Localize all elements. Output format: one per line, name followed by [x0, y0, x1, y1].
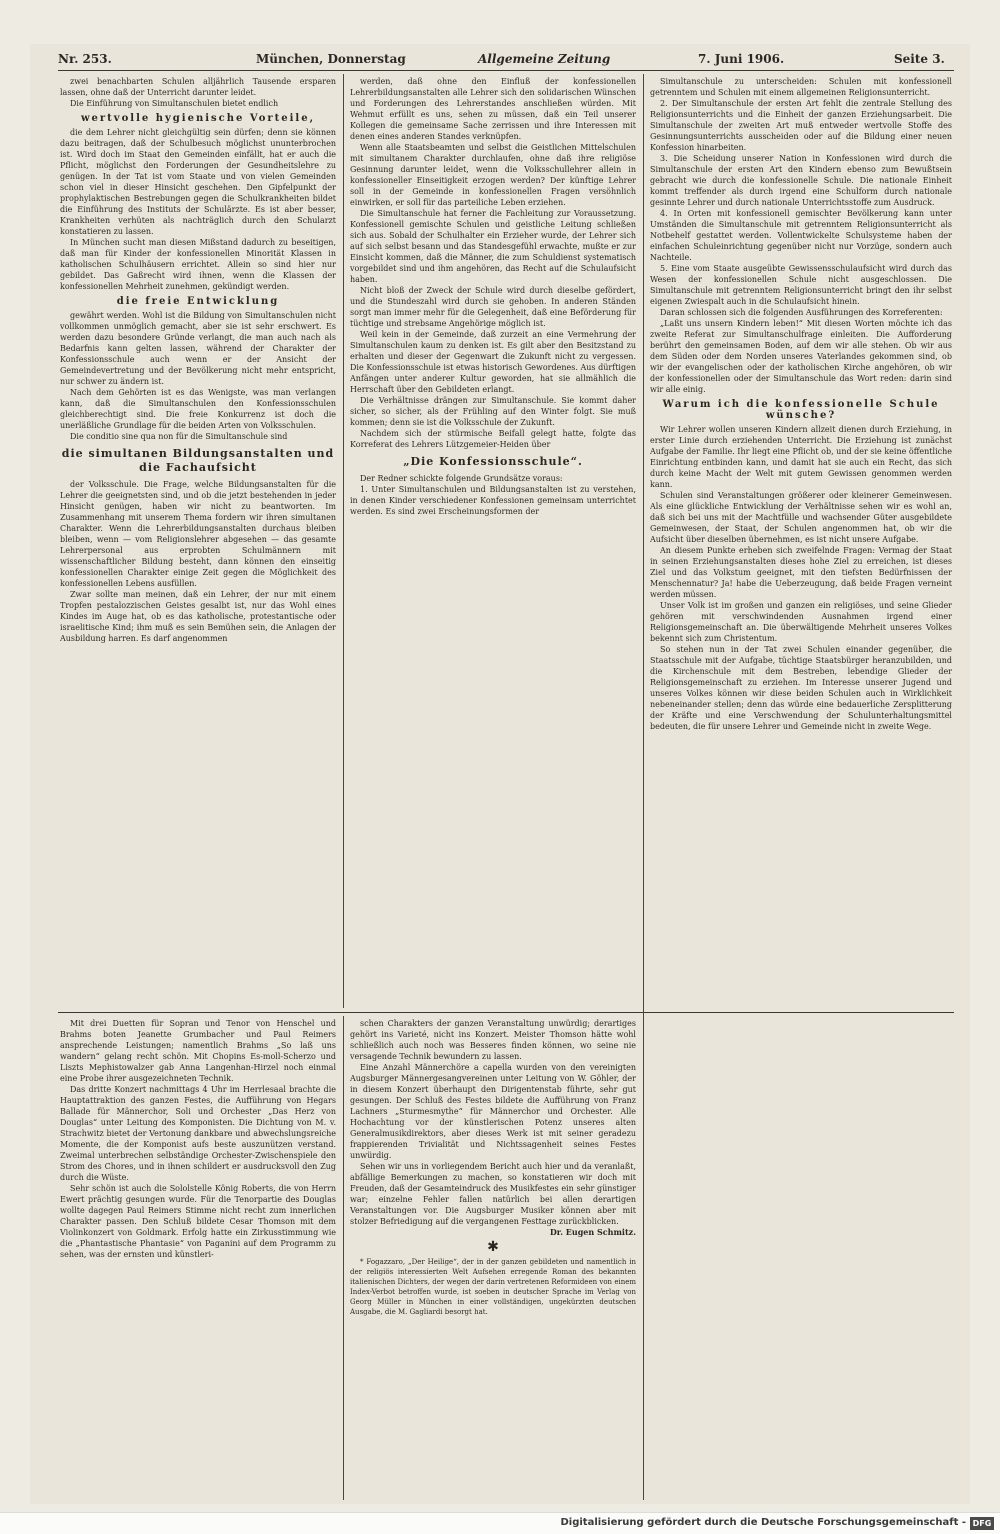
section-heading: Warum ich die konfessionelle Schule wünsche?: [662, 399, 940, 421]
paragraph: Eine Anzahl Männerchöre a capella wurden von den vereinigten Augsburger Männergesangvereinen unter Leitung von W. Göhler, der in diesem Konzert überhaupt den Dirigentenstab führte, sehr gut gesungen. Der Schluß des Festes bildete die Aufführung von Franz Lachners „Sturmesmythe“ für Männerchor und Orchester. Alle Hochachtung vor der künstlerischen Potenz unseres alten Generalmusikdirektors, aber dieses Werk ist mit seiner geradezu frappierenden Trivialität und Nichtssagenheit seines Festes unwürdig.: [350, 1063, 636, 1160]
paragraph: Der Redner schickte folgende Grundsätze voraus:: [360, 474, 563, 483]
issue-date: 7. Juni 1906.: [698, 52, 785, 66]
column-rule: [343, 74, 344, 1008]
paragraph: die dem Lehrer nicht gleichgültig sein dürfen; denn sie können dazu beitragen, daß der Schulbesuch möglichst ununterbrochen ist. Wird doch im Staat den Gemeinden einfällt, hat er auch die Pflicht, möglichst den Forderungen der Gesundheitslehre zu genügen. In der Tat ist vom Staate und von vielen Gemeinden schon viel in dieser Hinsicht geschehen. Den Gipfelpunkt der prophylaktischen Bestrebungen gegen die Schulkrankheiten bildet die Einführung des Instituts der Schulärzte. Es ist aber besser, Krankheiten verhüten als nachträglich durch den Schularzt konstatieren zu lassen.: [60, 128, 336, 236]
paragraph: An diesem Punkte erheben sich zweifelnde Fragen: Vermag der Staat in seinen Erziehungsanstalten dieses hohe Ziel zu erreichen, ist dieses Ziel und das Volkstum geeignet, mit den tiefsten Bedürfnissen der Menschennatur? Ja! habe die Ueberzeugung, daß beide Fragen verneint werden müssen.: [650, 546, 952, 599]
paragraph: Unser Volk ist im großen und ganzen ein religiöses, und seine Glieder gehören mit verschwindenden Ausnahmen irgend einer Religionsgemeinschaft an. Die überwältigende Mehrheit unseres Volkes bekennt sich zum Christentum.: [650, 601, 952, 643]
newspaper-title: Allgemeine Zeitung: [478, 52, 611, 66]
paragraph: Das dritte Konzert nachmittags 4 Uhr im Herrlesaal brachte die Hauptattraktion des ganzen Festes, die Aufführung von Hegars Ballade für Männerchor, Soli und Orchester „Das Herz von Douglas“ unter Leitung des Komponisten. Die Dichtung von M. v. Strachwitz bietet der Vertonung dankbare und abwechslungsreiche Momente, die der Komponist aufs beste auszunützen verstand. Zweimal unterbrechen selbständige Orchester-Zwischenspiele den Strom des Chores, und in ihnen schildert er ausdrucksvoll den Zug durch die Wüste.: [60, 1085, 336, 1182]
paragraph: schen Charakters der ganzen Veranstaltung unwürdig; derartiges gehört ins Varieté, nicht ins Konzert. Meister Thomson hätte wohl schließlich auch noch was Besseres finden können, wo seine nie versagende Technik bewundern zu lassen.: [350, 1019, 636, 1061]
paragraph: gewährt werden. Wohl ist die Bildung von Simultanschulen nicht vollkommen unmöglich gemacht, aber sie ist sehr erschwert. Es werden dazu besondere Gründe verlangt, die man auch nach als Bedarfnis kann gelten lassen, während der Charakter der Konfessionsschule auch wenn er der Ansicht der Gemeindevertretung und der Bevölkerung nicht mehr entspricht, nur schwer zu ändern ist.: [60, 311, 336, 386]
author-signature: Dr. Eugen Schmitz.: [549, 1227, 636, 1237]
paragraph: Sehr schön ist auch die Sololstelle König Roberts, die von Herrn Ewert prächtig gesungen wurde. Für die Tenorpartie des Douglas wollte dagegen Paul Reimers Stimme nicht recht zum innerlichen Charakter passen. Den Schluß bildete Cesar Thomson mit dem Violinkonzert von Goldmark. Erfolg hatte ein Zirkusstimmung wie die „Phantastische Phantasie“ von Paganini auf dem Programm zu sehen, was der ernsten und künstleri-: [60, 1184, 336, 1259]
digitization-footer: [0, 1512, 1000, 1534]
paragraph: 4. In Orten mit konfessionell gemischter Bevölkerung kann unter Umständen die Simultanschule mit getrenntem Religionsunterricht als Notbehelf gestattet werden. Vollentwickelte Schulsysteme haben der einfachen Schuleinrichtung gegenüber nicht nur Vorzüge, sondern auch Nachteile.: [650, 209, 952, 262]
article-column-3: [650, 76, 952, 1500]
paragraph: 2. Der Simultanschule der ersten Art fehlt die zentrale Stellung des Religionsunterrichts und die Einheit der ganzen Erziehungsarbeit. Die Simultanschule der zweiten Art muß entweder wertvolle Stoffe des Gesinnungsunterrichts ausscheiden oder auf die Bildung einer neuen Konfession hinarbeiten.: [650, 99, 952, 152]
paragraph: der Volksschule. Die Frage, welche Bildungsanstalten für die Lehrer die geeignetsten sind, und ob die jetzt bestehenden in jeder Hinsicht genügen, haben wir nicht zu beantworten. Im Zusammenhang mit unserem Thema fordern wir ihren simultanen Charakter. Wenn die Lehrerbildungsanstalten durchaus bleiben bleiben, wenn — vom Religionslehrer abgesehen — das gesamte Lehrerpersonal aus erprobten Schulmännern mit wissenschaftlicher Bildung besteht, dann können den einseitig konfessionellen Charakter einige Zeit gegen die Möglichkeit des konfessionellen Lebens ausfüllen.: [60, 480, 336, 588]
paragraph: 5. Eine vom Staate ausgeübte Gewissensschulaufsicht wird durch das Wesen der konfessionellen Schule nicht ausgeschlossen. Die Simultanschule mit getrenntem Religionsunterricht bringt den ihr selbst eigenen Zwiespalt auch in die Schulaufsicht hinein.: [650, 264, 952, 306]
paragraph: Zwar sollte man meinen, daß ein Lehrer, der nur mit einem Tropfen pestalozzischen Geistes gesalbt ist, nur das Wohl eines Kindes im Auge hat, ob es das katholische, protestantische oder israelitische Kind; ihm muß es sein Bemühen sein, die Anlagen der Ausbildung harren. Es darf angenommen: [60, 590, 336, 643]
paragraph: Wenn alle Staatsbeamten und selbst die Geistlichen Mittelschulen mit simultanem Charakter durchlaufen, ohne daß ihre religiöse Gesinnung darunter leidet, wenn die Volksschullehrer allein in konfessioneller Einseitigkeit erzogen werden? Der künftige Lehrer soll in der Gemeinde in konfessionellen Fragen versöhnlich einwirken, er soll für das parteiliche Leben erziehen.: [350, 143, 636, 207]
paragraph: Die Verhältnisse drängen zur Simultanschule. Sie kommt daher sicher, so sicher, als der Frühling auf den Winter folgt. Sie muß kommen; denn sie ist die Volksschule der Zukunft.: [350, 396, 636, 427]
funding-credit: Digitalisierung gefördert durch die Deutsche Forschungsgemeinschaft -: [560, 1517, 966, 1528]
paragraph: Die conditio sine qua non für die Simultanschule sind: [70, 432, 288, 441]
paragraph: Schulen sind Veranstaltungen größerer oder kleinerer Gemeinwesen. Als eine glückliche Entwicklung der Verhältnisse sehen wir es wohl an, daß sich bei uns mit der Machtfülle und wachsender Güter ausgebildete Gemeinwesen, der Staat, der Schulen angenommen hat, ob wir die Aufsicht über dieselben übernehmen, es ist nicht unsere Aufgabe.: [650, 491, 952, 544]
dfg-logo: DFG: [970, 1517, 994, 1530]
paragraph: In München sucht man diesen Mißstand dadurch zu beseitigen, daß man für Kinder der konfessionellen Minorität Klassen in katholischen Schulhäusern errichtet. Allein so sind hier nur gebildet. Das Gaßrecht wird ihnen, wenn die Klassen der konfessionellen Mehrheit zunehmen, gekündigt werden.: [60, 238, 336, 291]
paragraph: Die Einführung von Simultanschulen bietet endlich: [70, 99, 279, 108]
paragraph: 3. Die Scheidung unserer Nation in Konfessionen wird durch die Simultanschule der ersten Art den Kindern ebenso zum Bewußtsein gebracht wie durch die konfessionelle Schule. Die nationale Einheit kommt treffender als durch irgend eine Schulform durch nationale gesinnte Lehrer und durch nationale Unterrichtsstoffe zum Ausdruck.: [650, 154, 952, 207]
article-column-1: [60, 76, 336, 1006]
section-heading: „Die Konfessionsschule“.: [403, 455, 583, 468]
paragraph: 1. Unter Simultanschulen und Bildungsanstalten ist zu verstehen, in denen Kinder verschiedener Konfessionen gemeinsam unterrichtet werden. Es sind zwei Erscheinungsformen der: [350, 485, 636, 516]
paragraph: Mit drei Duetten für Sopran und Tenor von Henschel und Brahms boten Jeanette Grumbacher und Paul Reimers ansprechende Leistungen; namentlich Brahms „So laß uns wandern“ gelang recht schön. Mit Chopins Es-moll-Scherzo und Liszts Mephistowalzer gab Anna Langenhan-Hirzel noch einmal eine Probe ihrer ausgezeichneten Technik.: [60, 1019, 336, 1083]
paragraph: Daran schlossen sich die folgenden Ausführungen des Korreferenten:: [660, 308, 943, 317]
paragraph: So stehen nun in der Tat zwei Schulen einander gegenüber, die Staatsschule mit der Aufgabe, tüchtige Staatsbürger heranzubilden, und die Kirchenschule mit dem Bestreben, lebendige Glieder der Religionsgemeinschaft zu erziehen. Im Interesse unserer Jugend und unseres Volkes können wir diese beiden Schulen auch in Wirklichkeit nebeneinander stellen; denn das würde eine bedauerliche Zersplitterung der Kräfte und eine Verschwendung der Schulunterhaltungsmittel bedeuten, die für unsere Lehrer und Gemeinde nicht in zweite Wege.: [650, 645, 952, 731]
paragraph: zwei benachbarten Schulen alljährlich Tausende ersparen lassen, ohne daß der Unterricht darunter leidet.: [60, 77, 336, 97]
page-header: [58, 52, 954, 70]
section-heading: wertvolle hygienische Vorteile,: [80, 113, 316, 124]
paragraph: Weil kein in der Gemeinde, daß zurzeit an eine Vermehrung der Simultanschulen kaum zu denken ist. Es gilt aber den Besitzstand zu erhalten und dieser der Gegenwart die Zukunft nicht zu vergessen. Die Konfessionsschule ist etwas historisch Gewordenes. Aus dürftigen Anfängen unter anderer Kultur geworden, hat sie allmählich die Herrschaft über den Gebildeten erlangt.: [350, 330, 636, 394]
paragraph: Nach dem Gehörten ist es das Wenigste, was man verlangen kann, daß die Simultanschulen den Konfessionsschulen gleichberechtigt sind. Die freie Konkurrenz ist doch die unerläßliche Grundlage für die beiden Arten von Volksschulen.: [60, 388, 336, 430]
paragraph: Sehen wir uns in vorliegendem Bericht auch hier und da veranlaßt, abfällige Bemerkungen zu machen, so konstatieren wir doch mit Freuden, daß der Gesamteindruck des Musikfestes ein sehr günstiger war; einzelne Fehler fallen natürlich bei allen derartigen Veranstaltungen vor. Die Augsburger Musiker können aber mit stolzer Befriedigung auf die vergangenen Festtage zurückblicken.: [350, 1162, 636, 1226]
section-heading: die freie Entwicklung: [116, 296, 280, 307]
paragraph: Wir Lehrer wollen unseren Kindern allzeit dienen durch Erziehung, in erster Linie durch erziehenden Unterricht. Die Erziehung ist zunächst Aufgabe der Familie. Ihr liegt eine Pflicht ob, und der sie keine öffentliche Einrichtung entbinden kann, und damit hat sie auch ein Recht, das sich durch keine Macht der Welt mit gutem Gewissen genommen werden kann.: [650, 425, 952, 489]
paragraph: Die Simultanschule hat ferner die Fachleitung zur Voraussetzung. Konfessionell gemischte Schulen und geistliche Leitung schließen sich aus. Sobald der Schulhalter ein Erzieher wurde, der Lehrer sich auf sich selbst besann und das Standesgefühl erwachte, mußte er zur Einsicht kommen, daß die Männer, die zum Schuldienst systematisch vorgebildet sind und ihm angehören, das Recht auf die Schulaufsicht haben.: [350, 209, 636, 284]
paragraph: Nachdem sich der stürmische Beifall gelegt hatte, folgte das Korreferat des Lehrers Lützgemeier-Heiden über: [350, 429, 636, 449]
feuilleton-column-1: [60, 1018, 336, 1500]
footnote: * Fogazzaro, „Der Heilige“, der in der ganzen gebildeten und namentlich in der religiös interessierten Welt Aufsehen erregende Roman des bekannten italienischen Dichters, der wegen der darin vertretenen Reformideen von einem Index-Verbot betroffen wurde, ist soeben in deutscher Sprache im Verlag von Georg Müller in München in einer vollständigen, ungekürzten deutschen Ausgabe, die M. Gagliardi besorgt hat.: [350, 1258, 636, 1316]
paragraph: „Laßt uns unsern Kindern leben!“ Mit diesen Worten möchte ich das zweite Referat zur Simultanschulfrage einleiten. Die Aufforderung berührt den gemeinsamen Boden, auf dem wir alle stehen. Ob wir aus dem Süden oder dem Norden unseres Vaterlandes gekommen sind, ob wir der evangelischen oder der katholischen Kirche angehören, ob wir der konfessionellen oder der Simultanschule das Wort reden: darin sind wir alle einig.: [650, 319, 952, 394]
feuilleton-column-2: [350, 1018, 636, 1500]
place-day: München, Donnerstag: [256, 52, 406, 66]
column-rule: [343, 1016, 344, 1500]
section-ornament: ✱: [487, 1239, 499, 1255]
issue-number: Nr. 253.: [58, 52, 112, 66]
page-number: Seite 3.: [894, 52, 945, 66]
paragraph: werden, daß ohne den Einfluß der konfessionellen Lehrerbildungsanstalten alle Lehrer sich den solidarischen Wünschen und Forderungen des Lehrerstandes anschließen würden. Mit Wehmut erfüllt es uns, sehen zu müssen, daß ein Teil unserer Kollegen die gemeinsame Sache zerrissen und ihre Interessen mit denen eines anderen Standes verknüpfen.: [350, 77, 636, 141]
section-heading: die simultanen Bildungsanstalten und die Fachaufsicht: [61, 447, 335, 474]
paragraph: Nicht bloß der Zweck der Schule wird durch dieselbe gefördert, und die Stundeszahl wird durch sie gehoben. In anderen Ständen sorgt man immer mehr für die Gelegenheit, daß eine Beförderung für tüchtige und strebsame Angehörige möglich ist.: [350, 286, 636, 328]
header-rule: [58, 70, 954, 71]
article-column-2: [350, 76, 636, 1006]
paragraph: Simultanschule zu unterscheiden: Schulen mit konfessionell getrenntem und Schulen mit einem allgemeinen Religionsunterricht.: [650, 77, 952, 97]
column-rule: [643, 74, 644, 1500]
